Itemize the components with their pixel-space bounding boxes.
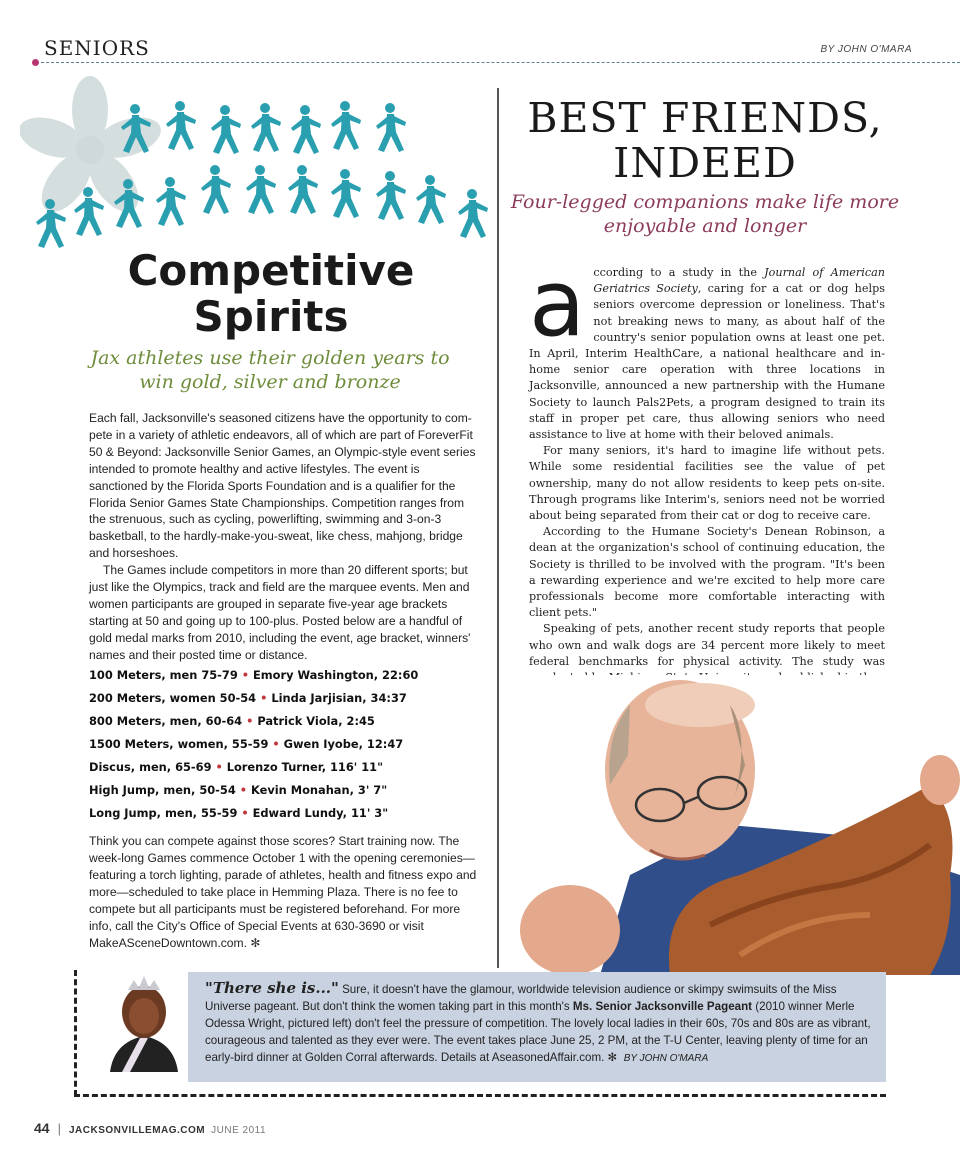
result-item <box>89 687 489 710</box>
bullet-icon: • <box>272 737 280 751</box>
left-title-line2: Spirits <box>193 292 349 341</box>
bullet-icon: • <box>215 760 223 774</box>
header-rule <box>36 62 960 63</box>
right-paragraph-4: Speaking of pets, another recent study reports that people who own and walk dogs are 34 percent more likely to meet federal benchmarks for physical activity. The study was <box>529 622 885 668</box>
left-article-body <box>89 410 479 664</box>
site-name: JACKSONVILLEMAG.COM <box>68 1125 206 1136</box>
result-event: Long Jump, men, 55-59 <box>89 806 238 820</box>
result-event: 200 Meters, women 50-54 <box>89 691 257 705</box>
right-title-line1: BEST FRIENDS, <box>527 94 883 142</box>
result-item <box>89 779 489 802</box>
left-title-line1: Competitive <box>127 246 415 295</box>
header-dot <box>32 59 39 66</box>
sidebar-border <box>74 1094 886 1097</box>
result-winner: Linda Jarjisian, 34:37 <box>271 691 407 705</box>
man-with-dog-photo <box>510 675 960 975</box>
left-article-deck: Jax athletes use their golden years to win gold, silver and bronze <box>90 347 450 393</box>
section-label: SENIORS <box>44 36 150 60</box>
right-article-title <box>510 96 900 186</box>
sidebar-text-before: Sure, it doesn't have the glamour, worldwide television audience or skimpy swimsuits of the Miss Universe pageant. But don't think the women taking part in this month's <box>205 983 837 1013</box>
result-event: High Jump, men, 50-54 <box>89 783 236 797</box>
result-winner: Lorenzo Turner, 116' 11" <box>226 760 384 774</box>
right-paragraph-1 <box>529 250 885 443</box>
sidebar-byline: BY JOHN O'MARA <box>623 1053 709 1064</box>
end-mark-icon: ✻ <box>607 1051 618 1064</box>
closing-text: Think you can compete against those scores? Start training now. The week-long Games commence October 1 with the opening ceremonies—featuring a torch lighting, parade of athletes, health and fitness expo and more—scheduled to take place in Hemming Plaza. There is no fee to compete but all participants must be registered beforehand. For more info, call the City's Office of Special Events at 630-3690 or visit MakeASceneDowntown.com. <box>89 834 477 950</box>
result-item <box>89 664 489 687</box>
right-paragraph-2: For many seniors, it's hard to imagine life without pets. While some residential facilities see the value of pet ownership, many do not allow residents to keep pets on-site. Through programs like Interim's, seniors need not be worried about being separated from their cat or dog to receive care. <box>529 444 885 523</box>
sidebar-lead: "There she is..." <box>205 979 339 997</box>
left-paragraph-1: Each fall, Jacksonville's seasoned citizens have the opportunity to com-pete in a variety of athletic endeavors, all of which are part of ForeverFit 50 & Beyond: Jacksonville Senior Games, an Olympic-style event series intended to promote healthy and active lifestyles. The event is sanctioned by the Florida Sports Foundation and is a qualifier for the Florida Senior Games State Championships. Competition ranges from the strenuous, such as cycling, powerlifting, swimming and 3-on-3 basketball, to the hardly-make-you-sweat, like chess, mahjong, bridge and horseshoes. <box>89 411 476 561</box>
issue-date: JUNE 2011 <box>211 1125 267 1136</box>
left-article-title <box>86 248 456 340</box>
left-closing-paragraph <box>89 833 481 952</box>
pageant-name: Ms. Senior Jacksonville Pageant <box>572 1000 753 1013</box>
right-paragraph-3: According to the Humane Society's Denean Robinson, a dean at the organization's school of continuing education, the Society is thrilled to be involved with the program. "It's been a rewarding experience and we're excited to help more care professionals become more comfortable interacting with client pets." <box>529 525 885 620</box>
bullet-icon: • <box>246 714 254 728</box>
drop-cap: a <box>529 250 586 357</box>
sidebar-text <box>205 980 875 1067</box>
right-title-line2: INDEED <box>613 139 797 187</box>
pageant-winner-photo <box>100 972 188 1072</box>
bullet-icon: • <box>241 806 249 820</box>
result-item <box>89 756 489 779</box>
result-event: 100 Meters, men 75-79 <box>89 668 238 682</box>
bullet-icon: • <box>241 668 250 682</box>
result-item <box>89 802 489 825</box>
result-item <box>89 710 489 733</box>
result-winner: Kevin Monahan, 3' 7" <box>250 783 388 797</box>
page-number: 44 <box>34 1120 50 1136</box>
p1-lead: ccording to a study in the <box>593 266 765 279</box>
result-winner: Gwen Iyobe, 12:47 <box>283 737 404 751</box>
bullet-icon: • <box>239 783 248 797</box>
bullet-icon: • <box>260 691 268 705</box>
athletes-illustration <box>20 70 500 260</box>
result-event: 800 Meters, men, 60-64 <box>89 714 243 728</box>
result-event: Discus, men, 65-69 <box>89 760 212 774</box>
page-footer <box>34 1120 266 1138</box>
journal-name: Journal of American Geriatrics Society <box>593 266 885 296</box>
right-article-body <box>529 250 885 686</box>
sidebar-border <box>74 970 77 1096</box>
result-event: 1500 Meters, women, 55-59 <box>89 737 269 751</box>
results-list <box>89 664 489 825</box>
sidebar-text-after: (2010 winner Merle Odessa Wright, pictured left) don't feel the pressure of competition. The lovely local ladies in their 60s, 70s and 80s are as vibrant, courageous and talented as they ever were. The event takes place June 25, 2 PM, at the T-U Center, leaving plenty of time for an early-bird dinner at Golden Corral afterwards. Details at AseasonedAffair.com. <box>205 1000 871 1064</box>
right-article-deck: Four-legged companions make life more enjoyable and longer <box>510 191 900 237</box>
result-winner: Patrick Viola, 2:45 <box>257 714 375 728</box>
result-winner: Edward Lundy, 11' 3" <box>252 806 389 820</box>
left-paragraph-2: The Games include competitors in more than 20 different sports; but just like the Olympics, track and field are the marquee events. Men and women participants are grouped in separate five-year age brackets starting at 50 and going up to 100-plus. Posted below are a handful of gold medal marks from 2010, including the event, age bracket, winners' names and their posted time or distance. <box>89 563 471 662</box>
p1-rest: , caring for a cat or dog helps seniors overcome depression or loneliness. That's not breaking news to many, as about half of the country's senior population owns at least one pet. In April, Interim HealthCare, a national healthcare and in-home senior care operation with three locations in Jacksonville, announced a new partnership with the Humane Society to launch Pals2Pets, a program designed to train its staff in proper pet care, thus allowing seniors who need assistance to live at home with their beloved animals. <box>529 282 885 442</box>
footer-separator: | <box>57 1121 61 1136</box>
result-winner: Emory Washington, 22:60 <box>252 668 419 682</box>
end-mark-icon: ✻ <box>250 936 261 950</box>
byline: BY JOHN O'MARA <box>820 44 912 55</box>
result-item <box>89 733 489 756</box>
